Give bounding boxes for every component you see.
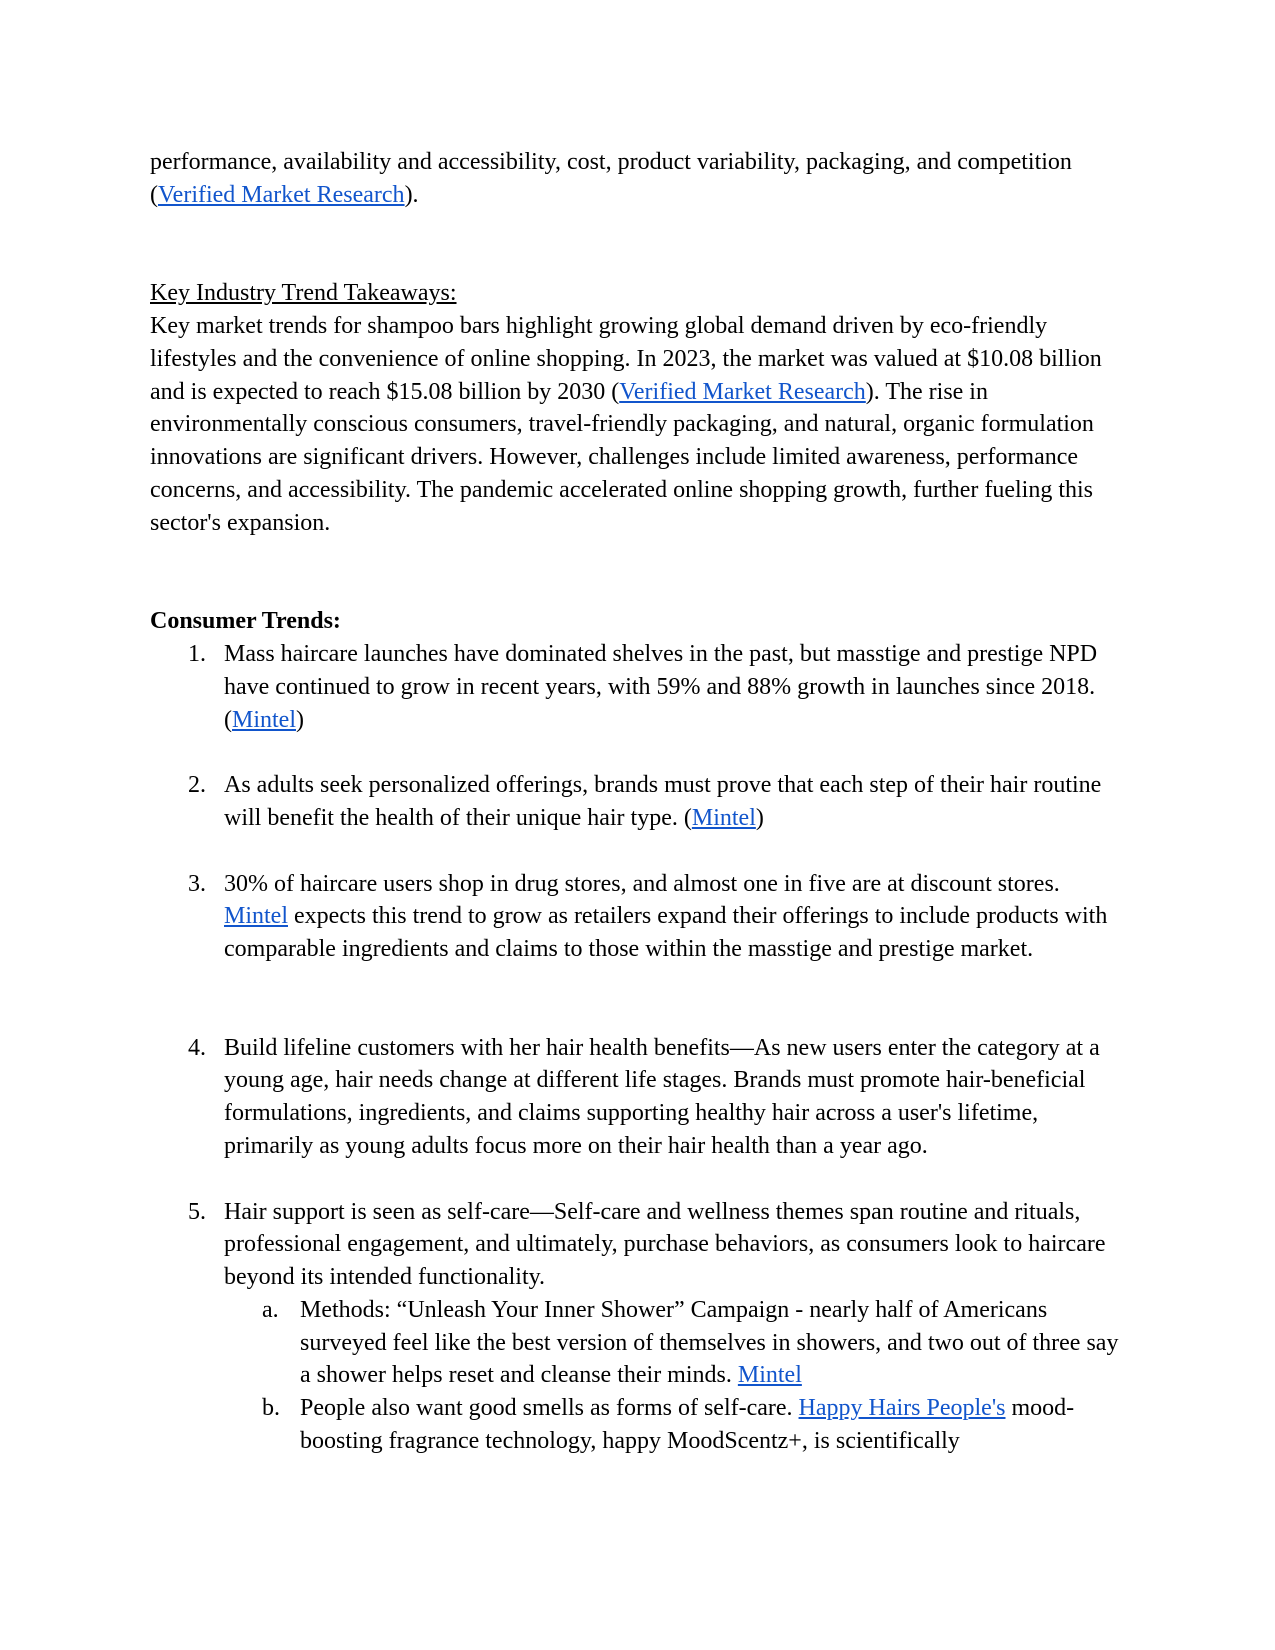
list-text-after: expects this trend to grow as retailers expand their offerings to include products with comparable ingredients and claims to those within the masstige and prestige market.	[224, 903, 1108, 963]
sub-list-letter: b.	[262, 1395, 280, 1422]
happy-hairs-people-link[interactable]: Happy Hairs People's	[798, 1395, 1006, 1422]
list-item	[150, 868, 1130, 966]
consumer-trends-heading: Consumer Trends:	[150, 608, 341, 635]
sub-list-text-after: mood-boosting fragrance technology, happy MoodScentz+, is scientifically	[300, 1395, 1075, 1455]
list-number: 2.	[188, 772, 206, 799]
list-number: 1.	[188, 640, 206, 667]
list-number: 5.	[188, 1198, 206, 1225]
list-text: Build lifeline customers with her hair health benefits—As new users enter the category at a young age, hair needs change at different life stages. Brands must promote hair-beneficial formulations, ingredients, and claims supporting healthy hair across a user's lifetime, primarily as young adults focus more on their hair health than a year ago.	[224, 1034, 1100, 1159]
list-number: 3.	[188, 870, 206, 897]
list-item	[150, 1196, 1130, 1294]
list-text: As adults seek personalized offerings, brands must prove that each step of their hair routine will benefit the health of their unique hair type. (	[224, 772, 1102, 831]
sub-list-text: Methods: “Unleash Your Inner Shower” Campaign - nearly half of Americans surveyed feel like the best version of themselves in showers, and two out of three say a shower helps reset and cleanse their minds.	[300, 1296, 1119, 1389]
verified-market-research-link[interactable]: Verified Market Research	[158, 181, 405, 208]
document-page	[150, 146, 1130, 1458]
list-item	[150, 1032, 1130, 1163]
mintel-link[interactable]: Mintel	[737, 1362, 802, 1389]
sub-list-text: People also want good smells as forms of self-care.	[300, 1395, 799, 1422]
mintel-link[interactable]: Mintel	[232, 706, 296, 733]
list-text-after: )	[296, 706, 304, 733]
list-number: 4.	[188, 1034, 206, 1061]
list-text-after: )	[755, 804, 764, 831]
intro-after: ).	[404, 181, 419, 208]
mintel-link[interactable]: Mintel	[691, 804, 756, 831]
sub-list-letter: a.	[262, 1296, 279, 1323]
mintel-link[interactable]: Mintel	[224, 903, 288, 930]
intro-text: performance, availability and accessibility, cost, product variability, packaging, and competition (	[150, 149, 1072, 208]
takeaways-paragraph	[150, 310, 1130, 540]
takeaways-text-1: Key market trends for shampoo bars highlight growing global demand driven by eco-friendly lifestyles and the convenience of online shopping. In 2023, the market was valued at $10.08 billion and is expected to reach $15.08 billion by 2030 (	[150, 312, 1102, 405]
list-item	[150, 769, 1130, 835]
list-text: Mass haircare launches have dominated shelves in the past, but masstige and prestige NPD have continued to grow in recent years, with 59% and 88% growth in launches since 2018. (	[224, 640, 1098, 733]
consumer-trends-list	[150, 638, 1130, 1458]
intro-paragraph	[150, 146, 1130, 212]
list-text: Hair support is seen as self-care—Self-care and wellness themes span routine and rituals, professional engagement, and ultimately, purchase behaviors, as consumers look to haircare beyond its intended functionality.	[224, 1198, 1106, 1291]
sub-list-item	[150, 1294, 1130, 1392]
takeaways-text-2: ). The rise in environmentally conscious consumers, travel-friendly packaging, and natural, organic formulation innovations are significant drivers. However, challenges include limited awareness, performance concerns, and accessibility. The pandemic accelerated online shopping growth, further fueling this sector's expansion.	[150, 378, 1094, 536]
list-text: 30% of haircare users shop in drug stores, and almost one in five are at discount stores.	[224, 870, 1060, 897]
takeaways-heading: Key Industry Trend Takeaways:	[150, 280, 457, 307]
sub-list-item	[150, 1392, 1130, 1458]
list-item	[150, 638, 1130, 736]
verified-market-research-link[interactable]: Verified Market Research	[619, 378, 866, 405]
